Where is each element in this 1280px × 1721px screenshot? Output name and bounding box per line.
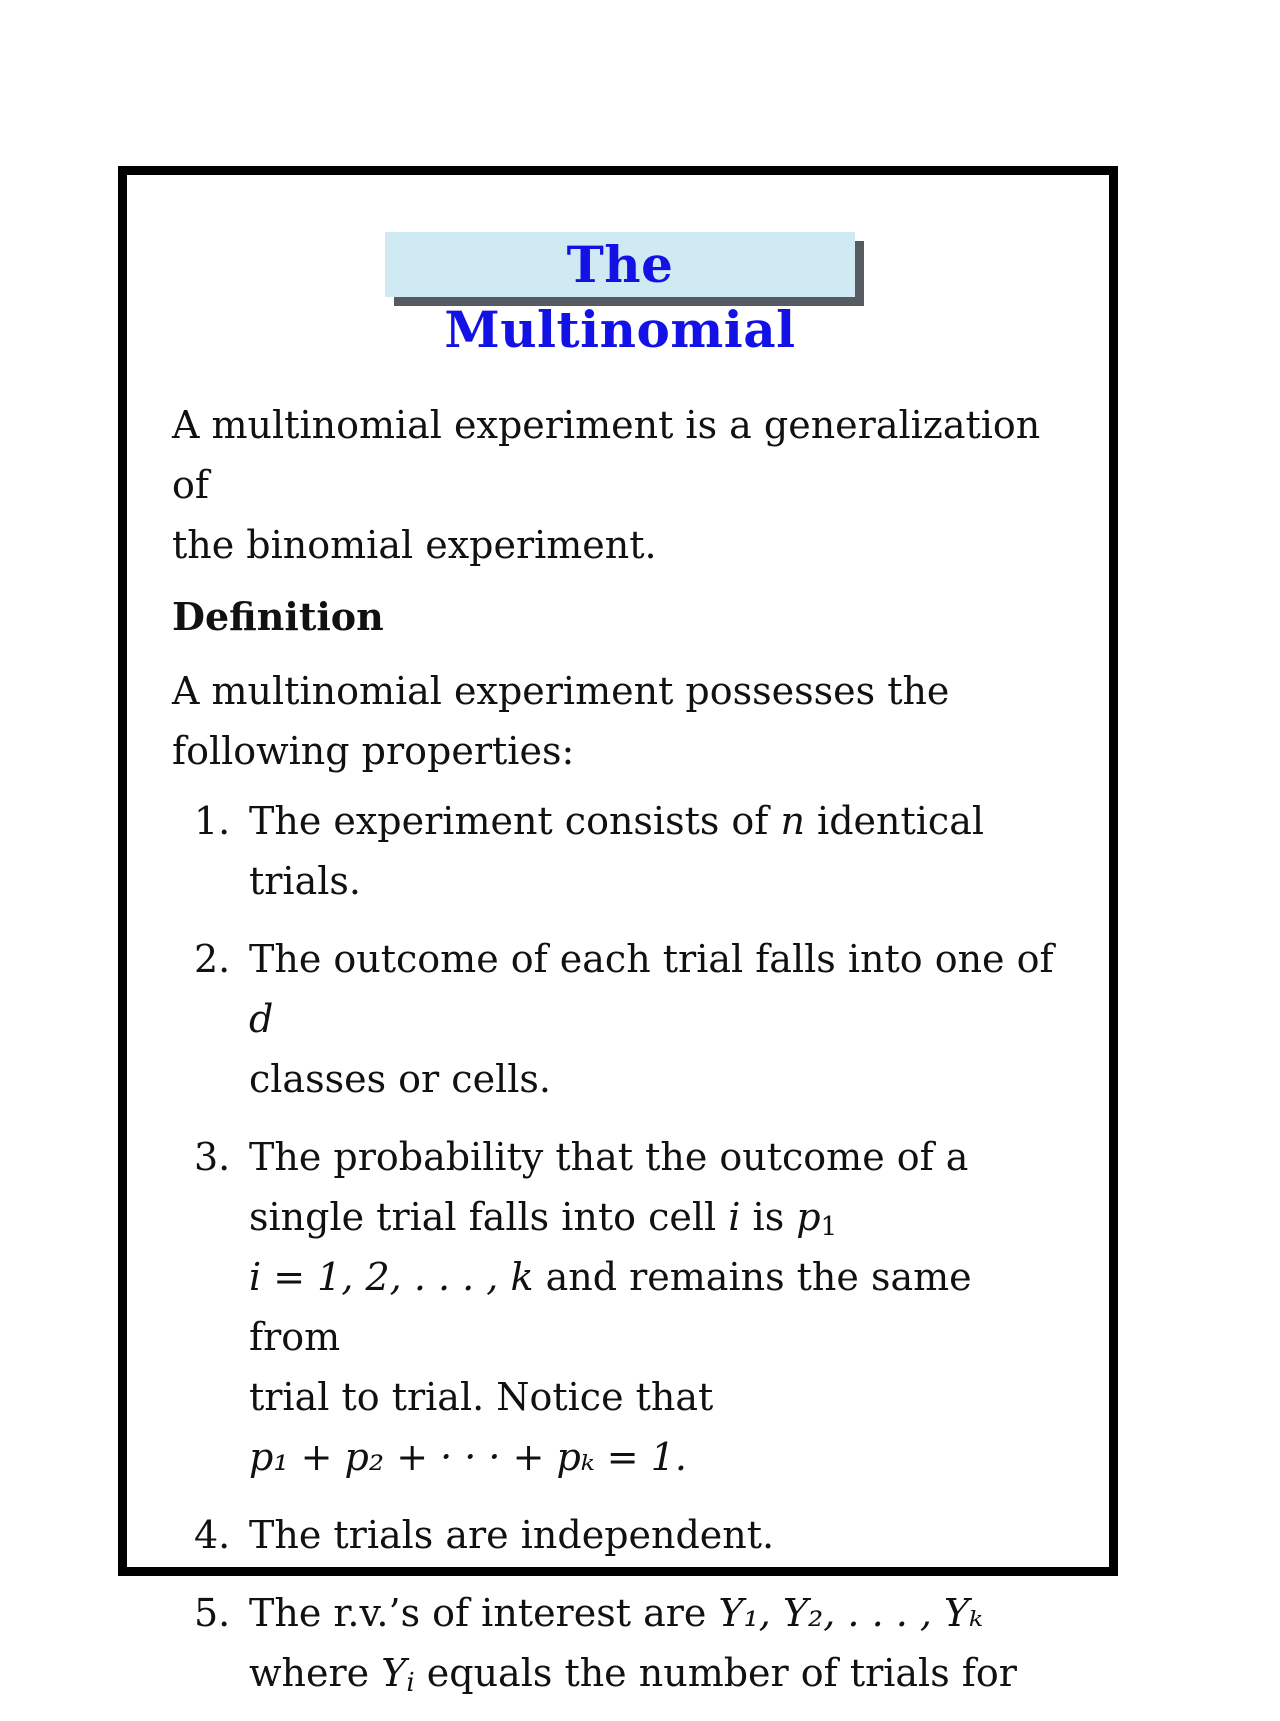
math-var: Y <box>381 1651 407 1695</box>
definition-paragraph <box>172 661 1072 781</box>
intro-line-2: the binomial experiment. <box>172 523 657 567</box>
slide-frame <box>118 166 1118 1698</box>
definition-heading: Definition <box>172 594 384 639</box>
item-text: The trials are independent. <box>249 1513 775 1557</box>
slide-content <box>172 395 1072 1721</box>
item-text: classes or cells. <box>249 1057 551 1101</box>
list-item <box>172 1127 1072 1487</box>
item-text: and remains the same from <box>249 1255 972 1359</box>
item-text: The experiment consists of <box>249 799 769 843</box>
slide-title: The Multinomial <box>385 232 855 297</box>
math-var: p <box>796 1195 821 1239</box>
item-text: where <box>249 1651 370 1695</box>
item-text: The outcome of each trial falls into one of <box>249 937 1054 981</box>
item-text: identical <box>817 799 985 843</box>
item-number: 1. <box>194 799 231 843</box>
definition-line-2: following properties: <box>172 729 575 773</box>
item-text: is <box>752 1195 785 1239</box>
title-container <box>385 232 855 359</box>
list-item <box>172 791 1072 911</box>
item-number: 3. <box>194 1135 231 1179</box>
item-text: single trial falls into cell <box>249 1195 717 1239</box>
item-text: equals the number of trials for <box>426 1651 1017 1695</box>
list-item <box>172 1583 1072 1703</box>
item-number: 2. <box>194 937 231 981</box>
item-text: The probability that the outcome of a <box>249 1135 969 1179</box>
math-var: i <box>728 1195 741 1239</box>
math-subscript: 1 <box>820 1212 838 1242</box>
list-item <box>172 1505 1072 1565</box>
properties-list <box>172 791 1072 1703</box>
item-number: 5. <box>194 1591 231 1635</box>
math-formula: Y₁, Y₂, . . . , Yₖ <box>718 1591 984 1635</box>
intro-line-1: A multinomial experiment is a generalization of <box>172 403 1041 507</box>
math-var: n <box>780 799 805 843</box>
math-formula: i = 1, 2, . . . , k <box>249 1255 534 1299</box>
item-text: trials. <box>249 859 361 903</box>
list-item <box>172 929 1072 1109</box>
item-number: 4. <box>194 1513 231 1557</box>
definition-line-1: A multinomial experiment possesses the <box>172 669 950 713</box>
math-var: d <box>249 997 274 1041</box>
intro-paragraph <box>172 395 1072 575</box>
item-text: trial to trial. Notice that <box>249 1375 714 1419</box>
math-formula: p₁ + p₂ + · · · + pₖ = 1. <box>249 1435 687 1479</box>
item-text: The r.v.’s of interest are <box>249 1591 707 1635</box>
math-subscript: i <box>406 1668 415 1698</box>
